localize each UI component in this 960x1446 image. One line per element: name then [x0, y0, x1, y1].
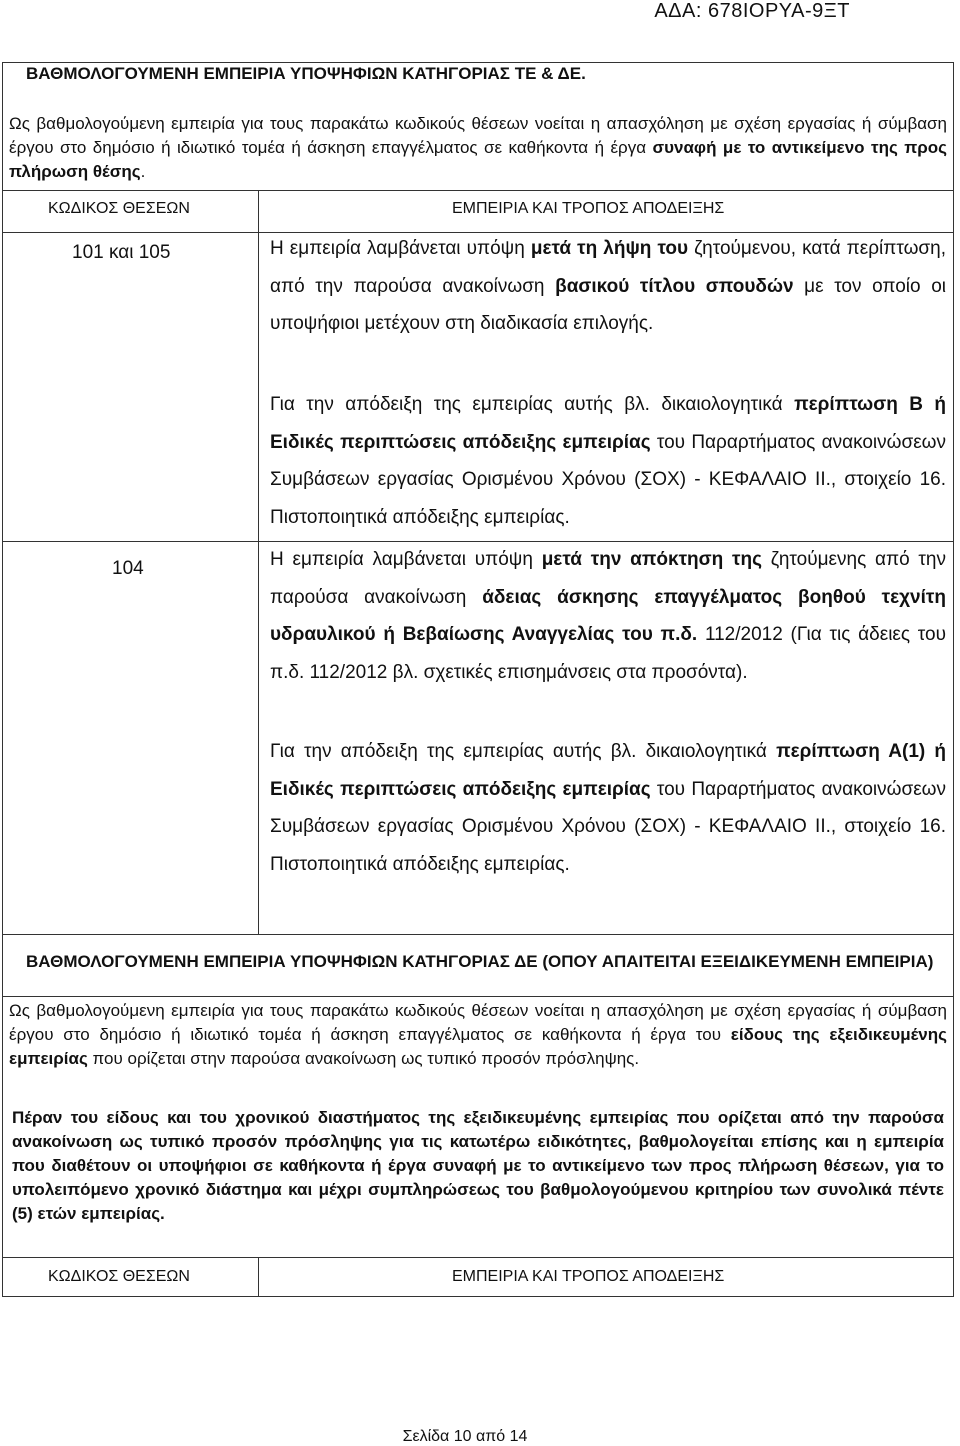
section2-title: ΒΑΘΜΟΛΟΓΟΥΜΕΝΗ ΕΜΠΕΙΡΙΑ ΥΠΟΨΗΦΙΩΝ ΚΑΤΗΓΟΡΙΑΣ ΔΕ (ΟΠΟΥ ΑΠΑΙΤΕΙΤΑΙ ΕΞΕΙΔΙΚΕΥΜΕΝΗ ΕΜΠΕΙΡΙΑ) [26, 952, 934, 971]
page-number: Σελίδα 10 από 14 [402, 1428, 528, 1445]
position-code: 104 [112, 558, 144, 579]
section1-title: ΒΑΘΜΟΛΟΓΟΥΜΕΝΗ ΕΜΠΕΙΡΙΑ ΥΠΟΨΗΦΙΩΝ ΚΑΤΗΓΟΡΙΑΣ ΤΕ & ΔΕ. [26, 64, 586, 83]
column-header-code: ΚΩΔΙΚΟΣ ΘΕΣΕΩΝ [48, 1268, 190, 1285]
table-column-divider [258, 1257, 259, 1297]
table-divider [3, 1257, 954, 1258]
ada-code: ΑΔΑ: 678ΙΟΡΥΑ-9ΞΤ [654, 0, 850, 22]
proof-cell: Για την απόδειξη της εμπειρίας αυτής βλ. δικαιολογητικά περίπτωση Β ή Ειδικές περιπτώσεις απόδειξης εμπειρίας του Παραρτήματος ανακοινώσεων Συμβάσεων εργασίας Ορισμένου Χρόνου (ΣΟΧ) - ΚΕΦΑΛΑΙΟ ΙΙ., στοιχείο 16. Πιστοποιητικά απόδειξης εμπειρίας. [270, 394, 947, 528]
position-code: 101 και 105 [72, 242, 171, 263]
column-header-experience: ΕΜΠΕΙΡΙΑ ΚΑΙ ΤΡΟΠΟΣ ΑΠΟΔΕΙΞΗΣ [452, 1268, 725, 1285]
column-header-code: ΚΩΔΙΚΟΣ ΘΕΣΕΩΝ [48, 200, 190, 217]
column-header-experience: ΕΜΠΕΙΡΙΑ ΚΑΙ ΤΡΟΠΟΣ ΑΠΟΔΕΙΞΗΣ [452, 200, 725, 217]
section2-bold-paragraph: Πέραν του είδους και του χρονικού διαστήματος της εξειδικευμένης εμπειρίας που ορίζεται από την παρούσα ανακοίνωση ως τυπικό προσόν πρόσληψης για τις κατωτέρω ειδικότητες, βαθμολογείται επίσης και η εμπειρία που διαθέτουν οι υποψήφιοι σε καθήκοντα ή έργα συναφή με το αντικείμενο των προς πλήρωση θέσεων, για το υπολειπόμενο χρονικό διάστημα και μέχρι συμπληρώσεως του βαθμολογούμενου κριτηρίου των συνολικά πέντε (5) ετών εμπειρίας. [12, 1108, 944, 1223]
section2-intro: Ως βαθμολογούμενη εμπειρία για τους παρακάτω κωδικούς θέσεων νοείται η απασχόληση με σχέση εργασίας ή σύμβαση έργου στο δημόσιο ή ιδιωτικό τομέα ή άσκηση επαγγέλματος σε καθήκοντα ή έργα του είδους της εξειδικευμένης εμπειρίας που ορίζεται στην παρούσα ανακοίνωση ως τυπικό προσόν πρόσληψης. [9, 1001, 947, 1068]
proof-cell: Για την απόδειξη της εμπειρίας αυτής βλ. δικαιολογητικά περίπτωση Α(1) ή Ειδικές περιπτώσεις απόδειξης εμπειρίας του Παραρτήματος ανακοινώσεων Συμβάσεων εργασίας Ορισμένου Χρόνου (ΣΟΧ) - ΚΕΦΑΛΑΙΟ ΙΙ., στοιχείο 16. Πιστοποιητικά απόδειξης εμπειρίας. [270, 741, 947, 875]
section-divider [3, 996, 954, 997]
table-column-divider [258, 190, 259, 934]
table-divider [3, 934, 954, 935]
table-divider [3, 190, 954, 191]
experience-cell: Η εμπειρία λαμβάνεται υπόψη μετά τη λήψη του ζητούμενου, κατά περίπτωση, από την παρούσα ανακοίνωση βασικού τίτλου σπουδών με τον οποίο οι υποψήφιοι μετέχουν στη διαδικασία επιλογής. [270, 238, 947, 334]
experience-cell: Η εμπειρία λαμβάνεται υπόψη μετά την απόκτηση της ζητούμενης από την παρούσα ανακοίνωση άδειας άσκησης επαγγέλματος βοηθού τεχνίτη υδραυλικού ή Βεβαίωσης Αναγγελίας του π.δ. 112/2012 (Για τις άδειες του π.δ. 112/2012 βλ. σχετικές επισημάνσεις στα προσόντα). [270, 549, 947, 683]
section1-intro: Ως βαθμολογούμενη εμπειρία για τους παρακάτω κωδικούς θέσεων νοείται η απασχόληση με σχέση εργασίας ή σύμβαση έργου στο δημόσιο ή ιδιωτικό τομέα ή άσκηση επαγγέλματος σε καθήκοντα ή έργα συναφή με το αντικείμενο της προς πλήρωση θέσης. [9, 114, 948, 181]
